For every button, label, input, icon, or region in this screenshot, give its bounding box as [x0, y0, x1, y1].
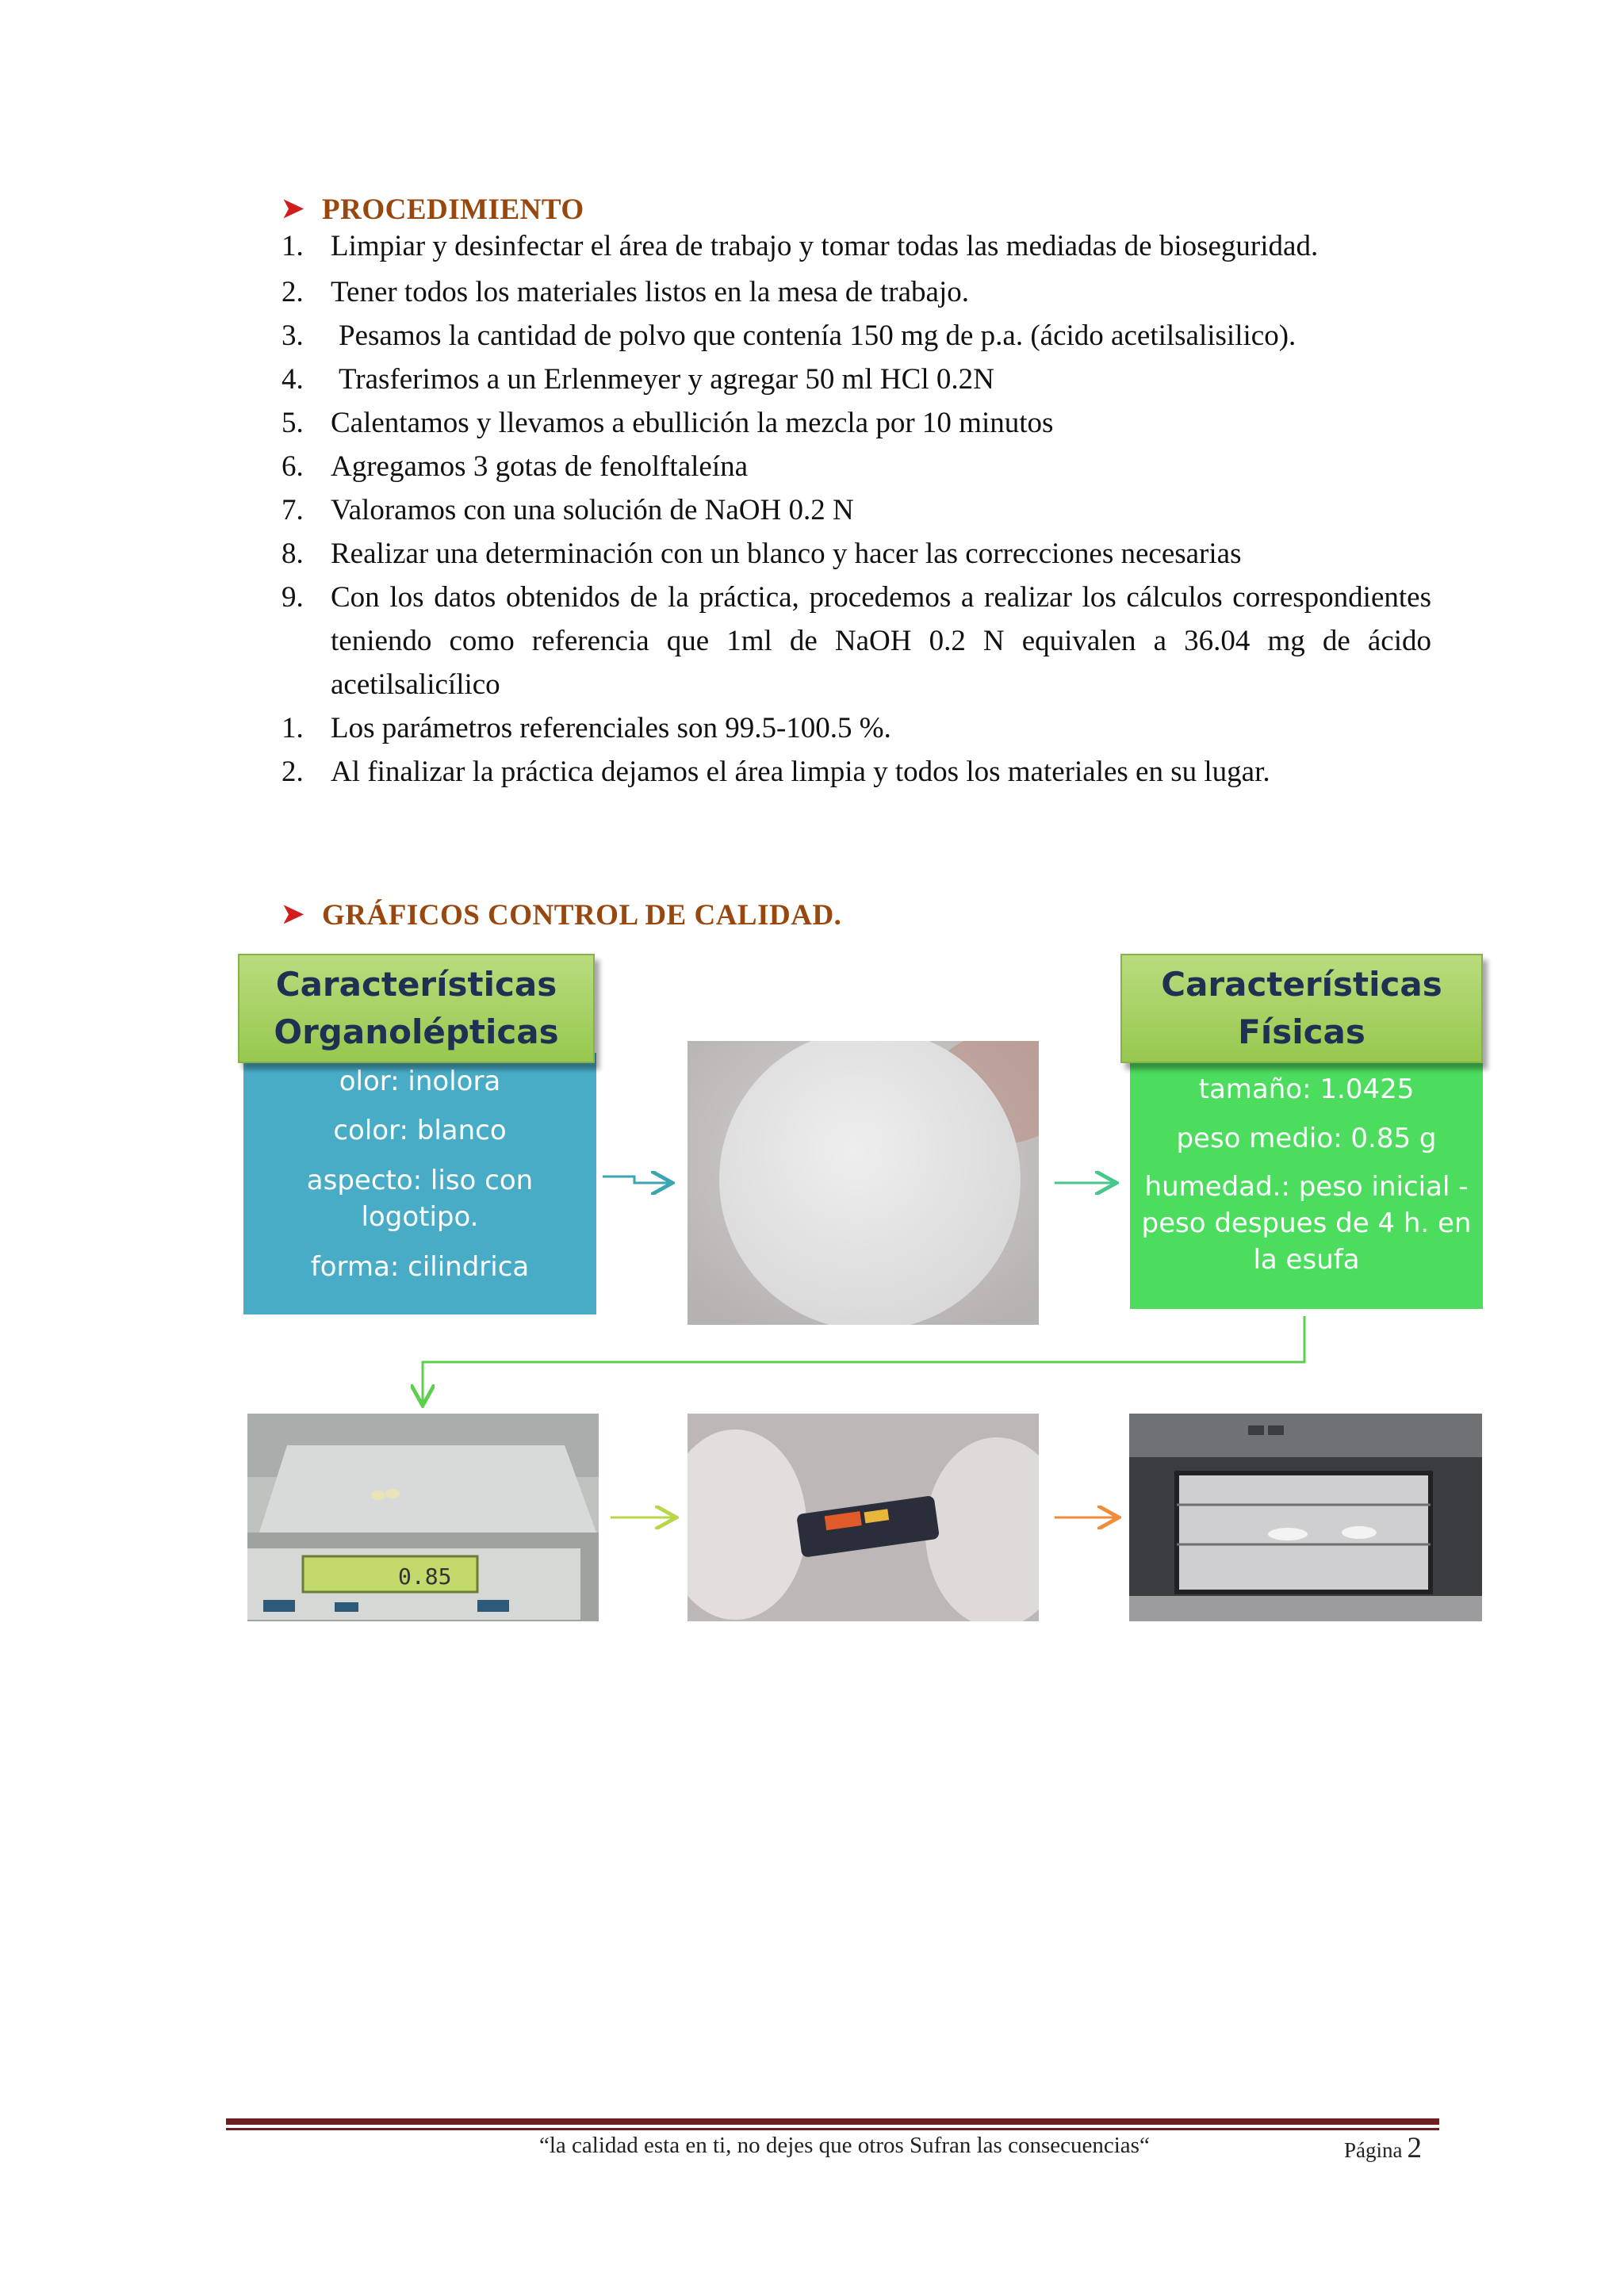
list-item: 8. Realizar una determinación con un blanco y hacer las correcciones necesarias — [282, 538, 1242, 570]
tablet-image — [688, 1041, 1039, 1325]
scale-readout: 0.85 — [398, 1563, 452, 1590]
balance-photo — [247, 1414, 599, 1621]
organolepticas-body: olor: inolora color: blanco aspecto: liso con logotipo. forma: cilindrica — [243, 1053, 596, 1314]
list-item: 5. Calentamos y llevamos a ebullición la mezcla por 10 minutos — [282, 407, 1054, 439]
balance-image — [247, 1414, 599, 1621]
organolepticas-title: Características Organolépticas — [238, 954, 595, 1063]
footer-rule-thick — [226, 2118, 1439, 2125]
footer-rule-thin — [226, 2128, 1439, 2130]
oven-photo — [1129, 1414, 1482, 1621]
hands-image — [688, 1414, 1039, 1621]
arrow-bullet-icon: ➤ — [282, 900, 304, 929]
fisicas-title: Características Físicas — [1120, 954, 1483, 1063]
list-item: 3. Pesamos la cantidad de polvo que contenía 150 mg de p.a. (ácido acetilsalisilico). — [282, 320, 1297, 352]
list-item: 2. Tener todos los materiales listos en la mesa de trabajo. — [282, 276, 970, 308]
list-item: 2. Al finalizar la práctica dejamos el área limpia y todos los materiales en su lugar. — [282, 756, 1270, 788]
graficos-title: GRÁFICOS CONTROL DE CALIDAD. — [322, 899, 842, 932]
list-item: 9. Con los datos obtenidos de la práctica, procedemos a realizar los cálculos correspondientes teniendo como referencia que 1ml de NaOH 0.2 N equivalen a 36.04 mg de ácido acetilsalicílico — [282, 581, 1431, 701]
arrow-organo-to-tablet — [603, 1177, 670, 1183]
list-item: 7. Valoramos con una solución de NaOH 0.2 N — [282, 494, 854, 526]
fisicas-body: tamaño: 1.0425 peso medio: 0.85 g humedad.: peso inicial - peso despues de 4 h. en la esufa — [1130, 1053, 1483, 1309]
arrow-bullet-icon: ➤ — [282, 194, 304, 224]
hands-photo — [688, 1414, 1039, 1621]
list-item: 6. Agregamos 3 gotas de fenolftaleína — [282, 450, 749, 483]
list-item: 1. Limpiar y desinfectar el área de trabajo y tomar todas las mediadas de bioseguridad. — [282, 230, 1319, 262]
footer-quote: “la calidad esta en ti, no dejes que otros Sufran las consecuencias“ — [539, 2133, 1150, 2158]
arrow-fisicas-down — [423, 1316, 1304, 1403]
procedimiento-title: PROCEDIMIENTO — [322, 193, 584, 226]
oven-image — [1129, 1414, 1482, 1621]
tablet-photo — [688, 1041, 1039, 1325]
list-item: 1. Los parámetros referenciales son 99.5-100.5 %. — [282, 712, 891, 744]
list-item: 4. Trasferimos a un Erlenmeyer y agregar 50 ml HCl 0.2N — [282, 363, 994, 396]
page-number: Página 2 — [1344, 2132, 1422, 2164]
